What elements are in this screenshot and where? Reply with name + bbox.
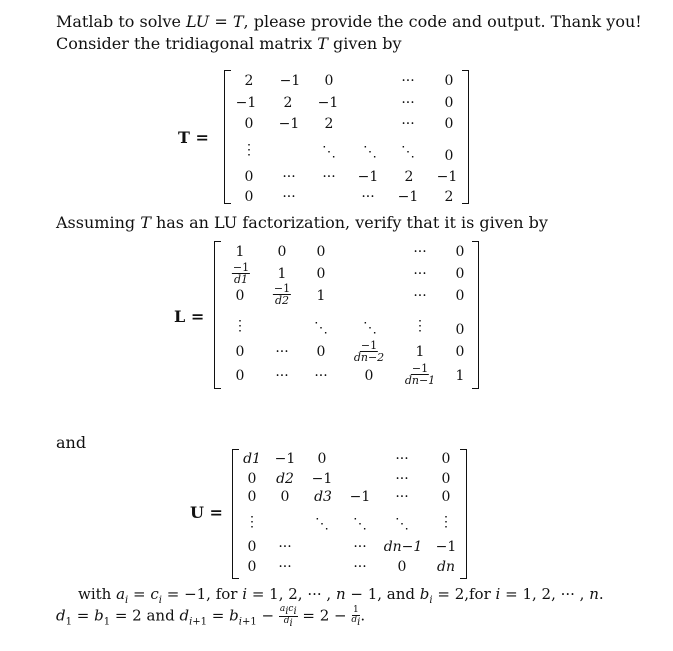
u-cell: 0 bbox=[317, 451, 327, 467]
matrix-u-left-bracket bbox=[232, 449, 239, 579]
t-cell: ⋱ bbox=[363, 144, 377, 160]
t-cell: ··· bbox=[361, 189, 375, 205]
t-cell: −1 bbox=[436, 169, 458, 185]
matrix-t-left-bracket bbox=[224, 70, 231, 204]
t-cell: 0 bbox=[324, 73, 334, 89]
l-cell: 0 bbox=[235, 344, 245, 360]
u-cell: ··· bbox=[353, 539, 367, 555]
l-cell: ⋮ bbox=[413, 318, 427, 334]
matrix-t-label: T = bbox=[178, 128, 209, 147]
l-cell-fraction: $\frac{-1}{dn-2}$ bbox=[353, 339, 385, 364]
u-cell: 0 bbox=[247, 471, 257, 487]
intro-line-2: Consider the tridiagonal matrix T given by bbox=[56, 34, 402, 53]
t-cell: −1 bbox=[357, 169, 379, 185]
t-cell: 2 bbox=[324, 116, 334, 132]
u-cell: 0 bbox=[247, 559, 257, 575]
intro-line-1: Matlab to solve LU = T, please provide the code and output. Thank you! bbox=[56, 12, 642, 31]
l-cell: 0 bbox=[455, 266, 465, 282]
l-cell: ··· bbox=[413, 244, 427, 260]
u-cell: d1 bbox=[243, 451, 261, 467]
l-cell: 0 bbox=[277, 244, 287, 260]
t-cell: −1 bbox=[397, 189, 419, 205]
footer-line-1: with $a_i = c_i = -1$, for i = 1, 2, ··· , n − 1, and $b_i = 2,for$ i = 1, 2, ··· , n. bbox=[78, 585, 604, 606]
u-cell: 0 bbox=[441, 471, 451, 487]
matrix-l-right-bracket bbox=[472, 241, 479, 389]
u-cell: −1 bbox=[349, 489, 371, 505]
l-cell: 1 bbox=[235, 244, 245, 260]
l-cell: ⋮ bbox=[233, 318, 247, 334]
u-cell: ⋱ bbox=[315, 516, 329, 532]
t-cell: ··· bbox=[282, 189, 296, 205]
t-cell: ⋮ bbox=[242, 142, 256, 158]
t-cell: 0 bbox=[244, 116, 254, 132]
t-cell: −1 bbox=[235, 95, 257, 111]
u-cell: ⋮ bbox=[439, 514, 453, 530]
t-cell: 0 bbox=[444, 116, 454, 132]
u-cell: 0 bbox=[280, 489, 290, 505]
u-cell: dn bbox=[437, 559, 455, 575]
u-cell: ··· bbox=[278, 539, 292, 555]
and-text: and bbox=[56, 433, 87, 452]
u-cell: −1 bbox=[274, 451, 296, 467]
l-cell: 0 bbox=[316, 266, 326, 282]
l-cell: ⋱ bbox=[314, 320, 328, 336]
t-cell: ··· bbox=[401, 73, 415, 89]
u-cell: −1 bbox=[435, 539, 457, 555]
l-cell: 0 bbox=[455, 322, 465, 338]
l-cell: 0 bbox=[364, 368, 374, 384]
l-cell: 0 bbox=[235, 368, 245, 384]
l-cell: ⋱ bbox=[363, 320, 377, 336]
l-cell-fraction: $\frac{-1}{d2}$ bbox=[273, 282, 291, 307]
l-cell: ··· bbox=[413, 266, 427, 282]
t-cell: 2 bbox=[283, 95, 293, 111]
footer-line-2: $d_1 = b_1 = 2$ and $d_{i+1} = b_{i+1}$ − $\frac{a_ic_i}{d_i}$ = 2 − $\frac{1}{d_i}$ . bbox=[56, 604, 366, 629]
l-cell: 0 bbox=[316, 344, 326, 360]
u-cell: ⋮ bbox=[245, 514, 259, 530]
l-cell: 0 bbox=[455, 244, 465, 260]
l-cell: ··· bbox=[413, 288, 427, 304]
t-cell: −1 bbox=[317, 95, 339, 111]
t-cell: 0 bbox=[444, 95, 454, 111]
u-cell: ··· bbox=[395, 471, 409, 487]
u-cell: −1 bbox=[311, 471, 333, 487]
t-cell: −1 bbox=[279, 73, 301, 89]
u-cell: 0 bbox=[247, 489, 257, 505]
t-cell: 2 bbox=[404, 169, 414, 185]
t-cell: ⋱ bbox=[322, 144, 336, 160]
t-cell: 0 bbox=[244, 189, 254, 205]
l-cell: 0 bbox=[455, 288, 465, 304]
l-cell: 1 bbox=[455, 368, 465, 384]
u-cell: ··· bbox=[278, 559, 292, 575]
l-cell: ··· bbox=[275, 344, 289, 360]
matrix-l-left-bracket bbox=[214, 241, 221, 389]
t-cell: ··· bbox=[401, 95, 415, 111]
u-cell: ··· bbox=[395, 489, 409, 505]
t-cell: 0 bbox=[444, 73, 454, 89]
matrix-t-right-bracket bbox=[462, 70, 469, 204]
matrix-u-right-bracket bbox=[460, 449, 467, 579]
u-cell: d2 bbox=[276, 471, 294, 487]
l-cell: 0 bbox=[455, 344, 465, 360]
matrix-u-label: U = bbox=[190, 503, 223, 522]
l-cell: 1 bbox=[316, 288, 326, 304]
t-cell: ··· bbox=[282, 169, 296, 185]
l-cell-fraction: $\frac{-1}{dn-1}$ bbox=[404, 362, 436, 387]
u-cell: ··· bbox=[395, 451, 409, 467]
l-cell: 0 bbox=[316, 244, 326, 260]
matrix-l-label: L = bbox=[174, 307, 205, 326]
u-cell: 0 bbox=[247, 539, 257, 555]
l-cell: 1 bbox=[415, 344, 425, 360]
l-cell: 0 bbox=[235, 288, 245, 304]
t-cell: ··· bbox=[322, 169, 336, 185]
l-cell: ··· bbox=[314, 368, 328, 384]
u-cell: ⋱ bbox=[353, 516, 367, 532]
u-cell: dn−1 bbox=[383, 539, 423, 555]
l-cell: ··· bbox=[275, 368, 289, 384]
u-cell: 0 bbox=[397, 559, 407, 575]
u-cell: 0 bbox=[441, 489, 451, 505]
l-cell: 1 bbox=[277, 266, 287, 282]
t-cell: ··· bbox=[401, 116, 415, 132]
t-cell: −1 bbox=[278, 116, 300, 132]
t-cell: 0 bbox=[444, 148, 454, 164]
u-cell: d3 bbox=[314, 489, 332, 505]
t-cell: 2 bbox=[244, 73, 254, 89]
u-cell: ··· bbox=[353, 559, 367, 575]
u-cell: 0 bbox=[441, 451, 451, 467]
t-cell: ⋱ bbox=[401, 144, 415, 160]
t-cell: 0 bbox=[244, 169, 254, 185]
t-cell: 2 bbox=[444, 189, 454, 205]
assumption-text: Assuming T has an LU factorization, verify that it is given by bbox=[56, 213, 548, 232]
l-cell-fraction: $\frac{-1}{d1}$ bbox=[232, 261, 250, 286]
u-cell: ⋱ bbox=[395, 516, 409, 532]
